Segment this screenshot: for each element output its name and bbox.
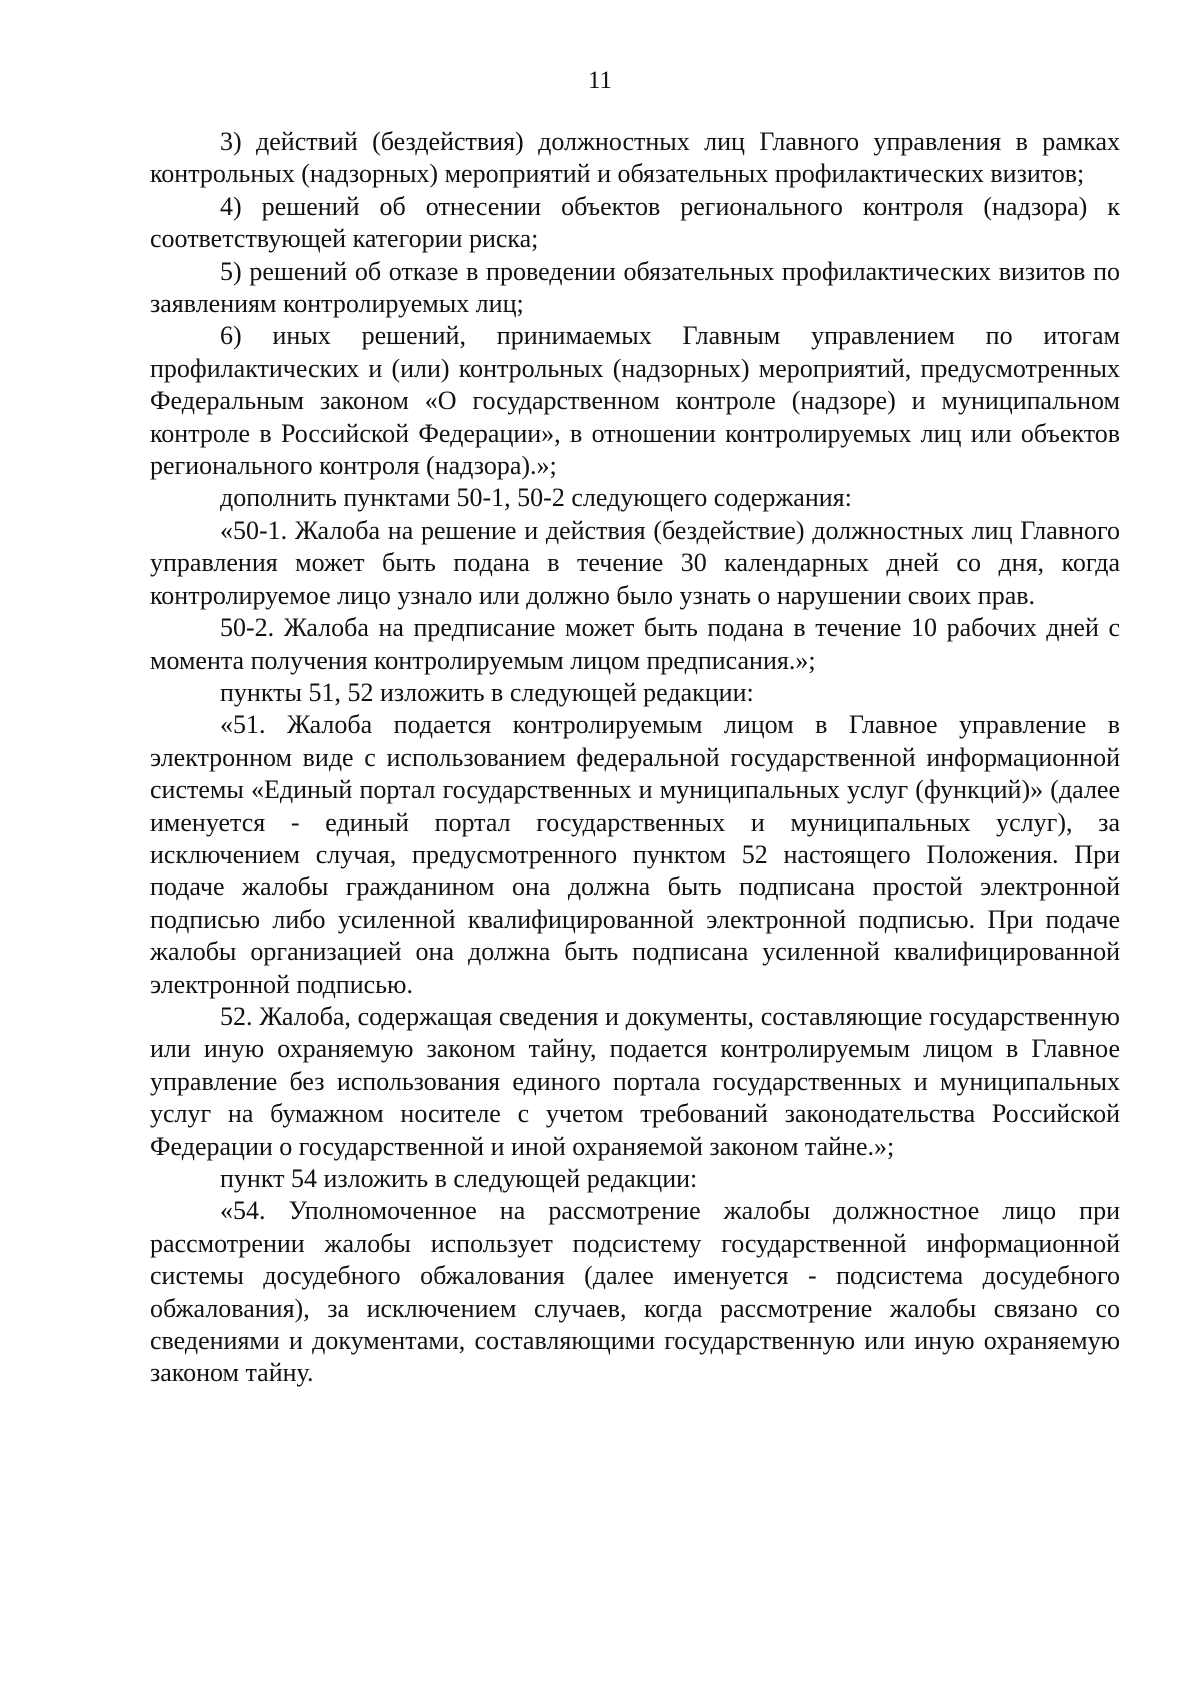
paragraph-amendment-intro-51-52: пункты 51, 52 изложить в следующей редакции: bbox=[220, 677, 754, 707]
paragraph-item-6: 6) иных решений, принимаемых Главным управлением по итогам профилактических и (или) контрольных (надзорных) мероприятий, предусмотренных Федеральным законом «О государственном контроле (надзоре) и муниципальном контроле в Российской Федерации», в отношении контролируемых лиц или объектов регионального контроля (надзора).»; bbox=[150, 321, 1120, 481]
paragraph-point-52: 52. Жалоба, содержащая сведения и документы, составляющие государственную или иную охраняемую законом тайну, подается контролируемым лицом в Главное управление без использования единого портала государственных и муниципальных услуг на бумажном носителе с учетом требований законодательства Российской Федерации о государственной и иной охраняемой законом тайне.»; bbox=[150, 1001, 1120, 1161]
paragraph-item-3: 3) действий (бездействия) должностных лиц Главного управления в рамках контрольных (надзорных) мероприятий и обязательных профилактических визитов; bbox=[150, 127, 1120, 189]
page-number: 11 bbox=[587, 67, 613, 94]
paragraph-item-5: 5) решений об отказе в проведении обязательных профилактических визитов по заявлениям контролируемых лиц; bbox=[150, 256, 1120, 319]
document-body bbox=[150, 126, 1120, 1390]
paragraph-amendment-intro-54: пункт 54 изложить в следующей редакции: bbox=[220, 1164, 698, 1193]
paragraph-amendment-intro-50: дополнить пунктами 50-1, 50-2 следующего содержания: bbox=[220, 483, 852, 513]
paragraph-item-4: 4) решений об отнесении объектов регионального контроля (надзора) к соответствующей категории риска; bbox=[150, 191, 1120, 254]
paragraph-point-54: «54. Уполномоченное на рассмотрение жалобы должностное лицо при рассмотрении жалобы использует подсистему государственной информационной системы досудебного обжалования (далее именуется - подсистема досудебного обжалования), за исключением случаев, когда рассмотрение жалобы связано со сведениями и документами, составляющими государственную или иную охраняемую законом тайну. bbox=[150, 1196, 1120, 1388]
paragraph-point-50-1: «50-1. Жалоба на решение и действия (бездействие) должностных лиц Главного управления может быть подана в течение 30 календарных дней со дня, когда контролируемое лицо узнало или должно было узнать о нарушении своих прав. bbox=[150, 515, 1120, 610]
paragraph-point-50-2: 50-2. Жалоба на предписание может быть подана в течение 10 рабочих дней с момента получения контролируемым лицом предписания.»; bbox=[150, 613, 1120, 675]
paragraph-point-51: «51. Жалоба подается контролируемым лицом в Главное управление в электронном виде с использованием федеральной государственной информационной системы «Единый портал государственных и муниципальных услуг (функций)» (далее именуется - единый портал государственных и муниципальных услуг), за исключением случая, предусмотренного пунктом 52 настоящего Положения. При подаче жалобы гражданином она должна быть подписана простой электронной подписью либо усиленной квалифицированной электронной подписью. При подаче жалобы организацией она должна быть подписана усиленной квалифицированной электронной подписью. bbox=[150, 710, 1120, 999]
